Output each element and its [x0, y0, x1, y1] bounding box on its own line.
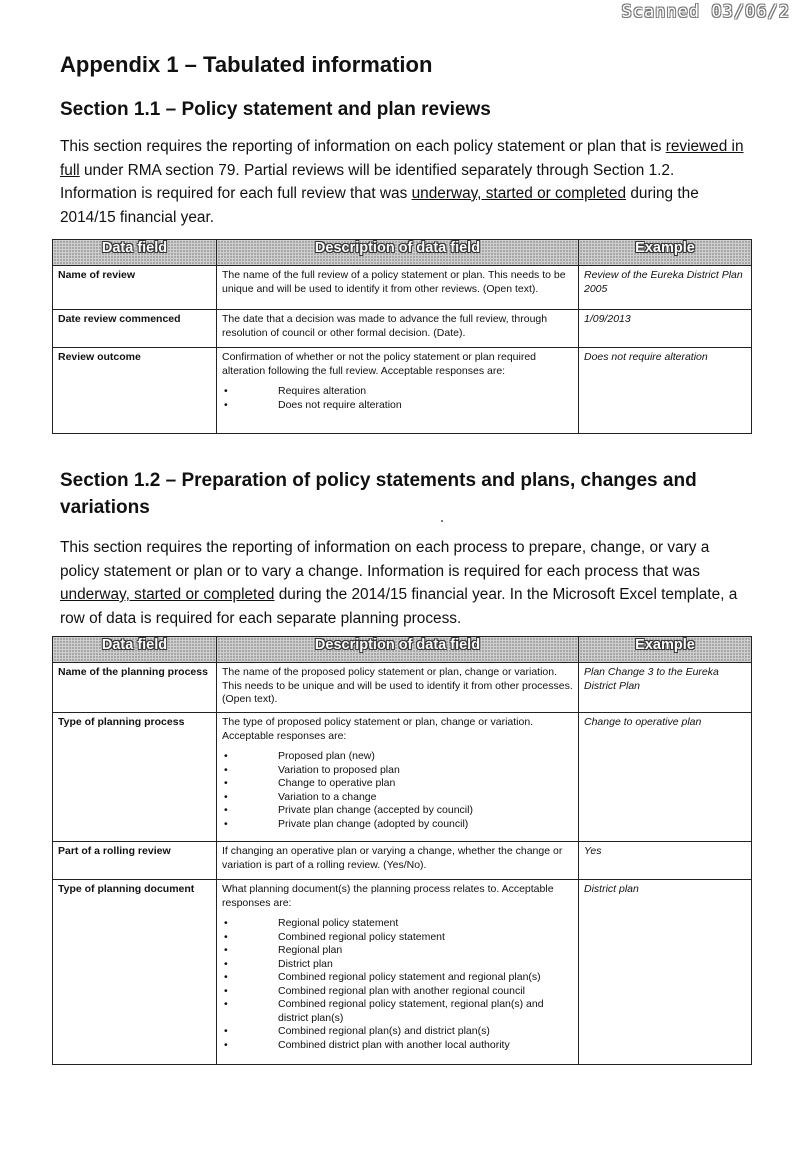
header-description: Description of data field [217, 240, 579, 266]
description-cell: The date that a decision was made to advance the full review, through resolution of council or other formal decision. (Date). [217, 310, 579, 348]
list-item: • Combined regional policy statement and regional plan(s) [222, 971, 573, 985]
example-cell: Review of the Eureka District Plan 2005 [579, 266, 752, 310]
section-1-1-heading: Section 1.1 – Policy statement and plan reviews [60, 99, 491, 120]
table-header-row [53, 637, 752, 663]
appendix-title: Appendix 1 – Tabulated information [60, 52, 433, 77]
header-example: Example [579, 637, 752, 663]
example-cell: Yes [579, 842, 752, 880]
table-row [53, 713, 752, 842]
description-cell: What planning document(s) the planning process relates to. Acceptable responses are: • Regional policy statement • Combined regional policy statement • Regional plan • District plan • Combined regional policy statement and regional plan(s) • Combined regional plan with another regional council • Combined regional policy statement, regional plan(s) and district plan(s) • Combined regional plan(s) and district plan(s) • Combined district plan with another local authority [217, 880, 579, 1065]
header-description: Description of data field [217, 637, 579, 663]
underlined-phrase: reviewed in full [60, 138, 744, 179]
section-1-2-paragraph: This section requires the reporting of information on each process to prepare, change, or vary a policy statement or plan or to vary a change. Information is required for each process that was underway, started or completed during the 2014/15 financial year. In the Microsoft Excel template, a row of data is required for each separate planning process. [60, 539, 738, 627]
field-name-cell: Name of the planning process [53, 663, 217, 713]
table-row [53, 842, 752, 880]
list-item: • Combined regional policy statement, regional plan(s) and district plan(s) [222, 998, 573, 1025]
description-cell: The type of proposed policy statement or plan, change or variation. Acceptable responses are: • Proposed plan (new) • Variation to proposed plan • Change to operative plan • Variation to a change • Private plan change (accepted by council) • Private plan change (adopted by council) [217, 713, 579, 842]
scanned-stamp: Scanned 03/06/2 [621, 2, 790, 22]
list-item: • Private plan change (accepted by council) [222, 804, 573, 818]
list-item: • Proposed plan (new) [222, 750, 573, 764]
header-example: Example [579, 240, 752, 266]
list-item: • Combined regional plan(s) and district plan(s) [222, 1025, 573, 1039]
field-name-cell: Type of planning process [53, 713, 217, 842]
table-row [53, 266, 752, 310]
description-cell: The name of the proposed policy statement or plan, change or variation. This needs to be unique and will be used to identify it from other processes. (Open text). [217, 663, 579, 713]
example-cell: Change to operative plan [579, 713, 752, 842]
planning-process-table [52, 636, 752, 1065]
table-row [53, 880, 752, 1065]
list-item: • Combined regional policy statement [222, 931, 573, 945]
description-cell: Confirmation of whether or not the policy statement or plan required alteration following the full review. Acceptable responses are: • Requires alteration • Does not require alteration [217, 348, 579, 434]
bullet-list [222, 917, 573, 1052]
list-item: • Change to operative plan [222, 777, 573, 791]
example-cell: Does not require alteration [579, 348, 752, 434]
example-cell: District plan [579, 880, 752, 1065]
field-name-cell: Type of planning document [53, 880, 217, 1065]
list-item: • Regional policy statement [222, 917, 573, 931]
underlined-phrase: underway, started or completed [60, 586, 275, 603]
table-row [53, 348, 752, 434]
list-item: • Regional plan [222, 944, 573, 958]
field-name-cell: Date review commenced [53, 310, 217, 348]
description-cell: The name of the full review of a policy statement or plan. This needs to be unique and will be used to identify it from other reviews. (Open text). [217, 266, 579, 310]
description-cell: If changing an operative plan or varying a change, whether the change or variation is part of a rolling review. (Yes/No). [217, 842, 579, 880]
list-item: • Combined district plan with another local authority [222, 1039, 573, 1053]
list-item: • District plan [222, 958, 573, 972]
table-row [53, 310, 752, 348]
list-item: • Variation to proposed plan [222, 764, 573, 778]
field-name-cell: Review outcome [53, 348, 217, 434]
example-cell: Plan Change 3 to the Eureka District Plan [579, 663, 752, 713]
table-header-row [53, 240, 752, 266]
list-item: • Requires alteration [222, 385, 573, 399]
underlined-phrase: underway, started or completed [411, 185, 627, 202]
table-row [53, 663, 752, 713]
list-item: • Combined regional plan with another regional council [222, 985, 573, 999]
list-item: • Does not require alteration [222, 399, 573, 413]
review-data-table [52, 239, 752, 434]
header-data-field: Data field [53, 240, 217, 266]
list-item: • Variation to a change [222, 791, 573, 805]
section-1-1-paragraph: This section requires the reporting of information on each policy statement or plan that is reviewed in full under RMA section 79. Partial reviews will be identified separately through Section 1.2. Information is required for each full review that was underway, started or completed during the 2014/15 financial year. [60, 138, 744, 226]
example-cell: 1/09/2013 [579, 310, 752, 348]
section-1-2-heading: Section 1.2 – Preparation of policy statements and plans, changes and variations [60, 470, 697, 518]
field-name-cell: Part of a rolling review [53, 842, 217, 880]
bullet-list [222, 385, 573, 412]
list-item: • Private plan change (adopted by council) [222, 818, 573, 832]
bullet-list [222, 750, 573, 831]
header-data-field: Data field [53, 637, 217, 663]
field-name-cell: Name of review [53, 266, 217, 310]
